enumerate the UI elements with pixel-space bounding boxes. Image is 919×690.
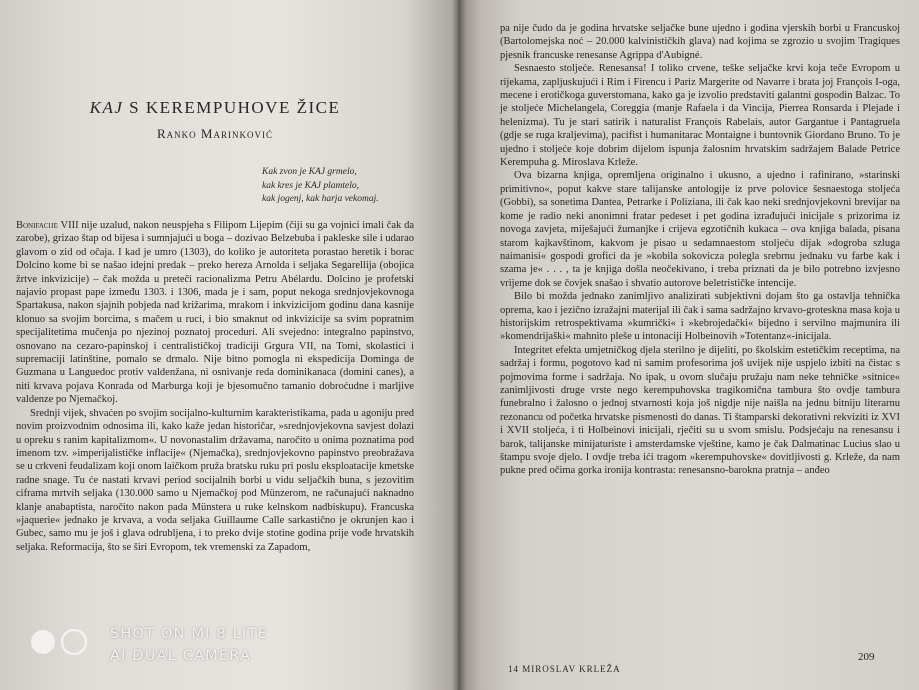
left-page — [0, 0, 458, 690]
paragraph: Srednji vijek, shvaćen po svojim socijalno-kulturnim karakteristikama, pada u agoniju pred novim proizvodnim odnosima ili, kako kaže jedan historičar, »srednjovjekovna savjest dolazi u opreku s ranim kapitalizmom«. U novonastalim državama, naročito u onima poznatima pod imenom tzv. »imperijalističke inflacije« (Njemačka), srednjovjekovno papinstvo preobražava se u crkveni feudalizam koji onom laičkom pruža bratsku ruku pri poslu eksploatacije kmetske radne snage. Tu će nastati krvavi period socijalnih borbi u vidu seljačkih buna, s jezovitim ciframa mrtvih seljaka (130.000 samo u Njemačkoj pod Münzerom, ne računajući naknadno klanje anabaptista, naročito nakon pada Münstera u ruke kelnskom nadbiskupu). Francuska »jaquerie« jednako je krvava, a voda seljaka Guillaume Calle sarkastično je okrunjen kao i Gubec, samo mu je još i glava odrubljena, i to preko dvije stotine godina prije vođe hrvatskih seljaka. Reformacija, što se širi Evropom, tek vremenski za Zapadom, — [16, 407, 415, 553]
paragraph: Sesnaesto stoljeće. Renesansa! I toliko crvene, teške seljačke krvi koja teče Evropom u rijekama, zapljuskujući i Rim i Firencu i Pariz Margerite od Navarre i brata joj François I-oga, mecene i erotičkoga guverstomana, kako ga je izvolio predstaviti galantni gospodin Balzac. To je stoljeće Michelangela, Coreggia (manje Rafaela i da Vincija, Pierrea Ronsarda i Plejade i helenizma). Tu je stari satirik i naturalist François Rabelais, autor Gargantue i Pantagruela (gdje se ruga kraljevima), pacifist i humanitarac Montaigne i buntovnik Giordano Bruno. To je ujedno i stoljeće koje dobrim dijelom ispunja žalosnim hrvatskim sadržajem Balade Petrice Kerempuha g. Miroslava Krleže. — [500, 63, 900, 169]
paragraph: Bilo bi možda jednako zanimljivo analizirati subjektivni dojam što ga ostavlja tehnička oprema, kao i jezično izražajni materijal ili čak i sama sadržajno krvavo-groteskna masa koja u historijskim retrospektivama »kumrički« i »kebrojedački« bijedno i servilno majmunira ili »komendrijaški« mahnito pleše u intonaciji Holbeinovih »Totentanz«-inicijala. — [500, 291, 900, 343]
right-page — [458, 0, 919, 690]
paragraph-text: nije uzalud, nakon neuspjeha s Filipom Lijepim (čiji su ga vojnici imali čak da zarobe), grizao štap od bijesa i sumnjajući u boga – dozivao Belzebuba i pakleske sile i udarao glavom o zid od očaja. I kad je umro (1303), do koliko je autoriteta porastao heretik i borac Dolcino kome bi se našao idejni predak – preko hereza Arnolda i seljaka Segarellija (obojica žrtve inkvizicije) – čak možda u preteči racionalizma Petru Abélardu. Dolcino je profetski najavio propast pape između 1303. i 1306, mada je i sam, poput nekoga srednjovjekovnoga Spartakusa, nakon sjajnih pobjeda nad križarima, mrakom i inkvizicijom godinu dana kasnije klonuo sa svojim borcima, s mačem u ruci, i bio smaknut od inkvizicije sa svim popratnim specijalitetima mučenja po njezinoj poznatoj proceduri. Ali svejedno: integralno papinstvo, osnovano na cezaro-papinskoj i centralističkoj tradiciji Grgura VII, na Tomi, skolastici i supremaciji latinštine, pomalo se drmalo. Nije bitno pomogla ni ekspedicija Dominga de Guzmana u Languedoc protiv valdenžana, ni osnivanje reda dominikanaca (domini canes), a niti krvava pojava Konrada od Marburga koji je bjesomučno tamanio dobroćudne i marljive valdenze po Njemačkoj. — [16, 220, 415, 406]
watermark-line1: SHOT ON MI 8 LITE — [110, 626, 268, 642]
article-title — [0, 98, 430, 118]
running-footer: 14 MIROSLAV KRLEŽA — [508, 664, 621, 674]
right-body-text — [500, 22, 900, 478]
paragraph: Integritet efekta umjetničkog djela sterilno je dijeliti, po školskim estetičkim receptima, na sadržaj i formu, pogotovo kad ni samim profesorima još uvijek nije uspjelo izbiti na čistac s pojmovima forme i sadržaja. No ipak, u ovom slučaju pružaju nam neke tehničke »sitnice« zanimljivosti druge vrste nego kerempuhovska tragikomična tambura što ovdje tambura funebralno i žalosno o jednoj stvarnosti koja još nigdje nije naišla na jednu bitniju literarnu rezonancu od početka hrvatske pismenosti do danas. Ti štamparski dekorativni rekviziti iz XVI i XVII stoljeća, i ti Holbeinovi inicijali, rječiti su u svom smislu. Podsjećaju na renesansu i barok, talijanske minijaturiste i amsterdamske vještine, kamo je čak Dalmatinac Lucius slao u štampu svoje djelo. I ovdje treba ići tragom »kerempuhovske« dovitljivosti g. Krleže, da nam pukne pred očima gorka ironija kontrasta: renesansno-barokna pratnja – anđeo — [500, 344, 900, 477]
epigraph — [262, 166, 442, 207]
title-rest: S KEREMPUHOVE ŽICE — [129, 98, 341, 117]
paragraph-lead: Bonifacije VIII — [16, 220, 79, 231]
camera-watermark-logo-icon — [30, 629, 96, 655]
paragraph — [16, 219, 414, 407]
page-number: 209 — [858, 651, 875, 663]
watermark-line2: AI DUAL CAMERA — [110, 648, 252, 664]
epigraph-line: kak kres je KAJ plamtelo, — [262, 180, 359, 191]
author-name: Ranko Marinković — [157, 126, 273, 141]
camera-watermark — [110, 623, 268, 667]
title-kaj: KAJ — [89, 98, 124, 117]
book-gutter — [452, 0, 466, 690]
paragraph: Ova bizarna knjiga, opremljena originalno i ukusno, a ujedno i rafinirano, »starinski primitivno«, poput kakve stare talijanske antologije iz prve polovice šesnaestoga stoljeća (Gobbi), sa sonetima Dantea, Petrarke i Poliziana, ili čak kao neki srednjovjekovni brevijar na kome je radio neki anonimni fratar pedeset i pet godina izrađujući inicijale s prizorima iz novoga zavjeta, miješajući žumanjke i crijeva egzotičnih kukaca – ova knjiga balada, pisana starom kajkavštinom, kakvom je pisao u sedamnaestom stoljeću dijak »dogroba szluga naimanisi« gospodi grofici da je »kobila sokovicza polegla srebrnu jednaku vu farbe kak i szama je« . . . , ta je knjiga došla neočekivano, i treba priznati da je bilo potrebno izvjesno vrijeme dok se čovjek snašao i shvatio autorove beletrističke intencije. — [500, 170, 900, 289]
paragraph: pa nije čudo da je godina hrvatske seljačke bune ujedno i godina vjerskih borbi u Francuskoj (Bartolomejska noć – 20.000 kalvinističkih glava) nad kojima se zgrozio u svojim Tragiques pjesnik francuske renesanse Agrippa d'Aubigné. — [500, 23, 900, 61]
epigraph-line: kak jogenj, kak harja vekomaj. — [262, 194, 379, 204]
left-body-text — [16, 219, 414, 554]
epigraph-line: Kak zvon je KAJ grmelo, — [262, 167, 357, 177]
